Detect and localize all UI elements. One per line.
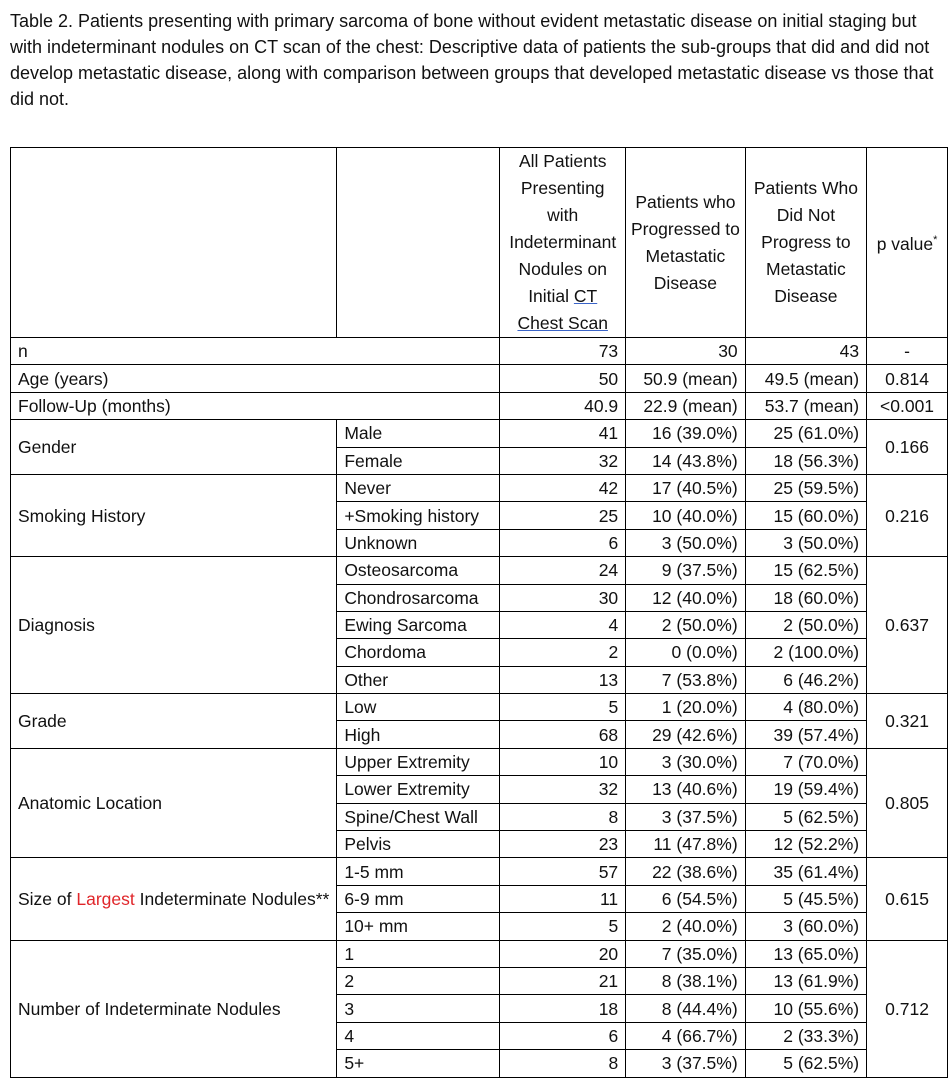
header-not-progressed: Patients Who Did Not Progress to Metastatic Disease (745, 148, 866, 338)
subgroup-label: Ewing Sarcoma (337, 611, 500, 638)
cell-not-progressed: 53.7 (mean) (745, 392, 866, 419)
cell-p-value: 0.805 (867, 748, 948, 858)
header-p-value: p value* (867, 148, 948, 338)
cell-progressed: 2 (50.0%) (626, 611, 746, 638)
subgroup-label: 4 (337, 1022, 500, 1049)
cell-all: 8 (500, 1050, 626, 1077)
header-empty-1 (11, 148, 337, 338)
cell-not-progressed: 12 (52.2%) (745, 831, 866, 858)
cell-not-progressed: 25 (59.5%) (745, 474, 866, 501)
cell-p-value: 0.814 (867, 365, 948, 392)
cell-all: 32 (500, 776, 626, 803)
subgroup-label: Unknown (337, 529, 500, 556)
cell-progressed: 3 (30.0%) (626, 748, 746, 775)
subgroup-label: Lower Extremity (337, 776, 500, 803)
subgroup-label: Never (337, 474, 500, 501)
cell-progressed: 17 (40.5%) (626, 474, 746, 501)
cell-all: 11 (500, 885, 626, 912)
table-caption: Table 2. Patients presenting with primary sarcoma of bone without evident metastatic disease on initial staging but with indeterminant nodules on CT scan of the chest: Descriptive data of patients the sub-groups that did and did not develop metastatic disease, along with comparison between groups that developed metastatic disease vs those that did not. (10, 11, 934, 109)
cell-not-progressed: 5 (62.5%) (745, 803, 866, 830)
cell-not-progressed: 49.5 (mean) (745, 365, 866, 392)
group-label: Smoking History (11, 474, 337, 556)
table-row (11, 557, 948, 584)
cell-p-value: 0.321 (867, 694, 948, 749)
table-row (11, 365, 948, 392)
cell-p-value: 0.615 (867, 858, 948, 940)
cell-all: 50 (500, 365, 626, 392)
subgroup-label: Female (337, 447, 500, 474)
cell-all: 2 (500, 639, 626, 666)
cell-not-progressed: 15 (62.5%) (745, 557, 866, 584)
cell-progressed: 3 (37.5%) (626, 1050, 746, 1077)
subgroup-label: Chordoma (337, 639, 500, 666)
cell-not-progressed: 25 (61.0%) (745, 420, 866, 447)
table-body (11, 338, 948, 1078)
cell-all: 5 (500, 694, 626, 721)
table-row (11, 338, 948, 365)
cell-all: 20 (500, 940, 626, 967)
cell-not-progressed: 15 (60.0%) (745, 502, 866, 529)
table-row (11, 940, 948, 967)
row-label: n (11, 338, 500, 365)
cell-progressed: 7 (53.8%) (626, 666, 746, 693)
cell-p-value: 0.166 (867, 420, 948, 475)
cell-all: 13 (500, 666, 626, 693)
cell-all: 6 (500, 1022, 626, 1049)
header-all-patients-underlined: CT Chest Scan (517, 286, 608, 333)
table-row (11, 858, 948, 885)
cell-progressed: 22 (38.6%) (626, 858, 746, 885)
subgroup-label: Pelvis (337, 831, 500, 858)
cell-progressed: 7 (35.0%) (626, 940, 746, 967)
cell-all: 5 (500, 913, 626, 940)
row-label: Age (years) (11, 365, 500, 392)
cell-all: 10 (500, 748, 626, 775)
cell-progressed: 4 (66.7%) (626, 1022, 746, 1049)
cell-progressed: 8 (38.1%) (626, 967, 746, 994)
highlighted-word: Largest (76, 889, 135, 909)
cell-not-progressed: 10 (55.6%) (745, 995, 866, 1022)
cell-progressed: 50.9 (mean) (626, 365, 746, 392)
group-label: Number of Indeterminate Nodules (11, 940, 337, 1077)
cell-not-progressed: 3 (60.0%) (745, 913, 866, 940)
subgroup-label: +Smoking history (337, 502, 500, 529)
cell-not-progressed: 13 (61.9%) (745, 967, 866, 994)
cell-all: 68 (500, 721, 626, 748)
cell-not-progressed: 6 (46.2%) (745, 666, 866, 693)
cell-progressed: 0 (0.0%) (626, 639, 746, 666)
cell-progressed: 30 (626, 338, 746, 365)
cell-all: 42 (500, 474, 626, 501)
subgroup-label: 6-9 mm (337, 885, 500, 912)
table-row (11, 392, 948, 419)
cell-all: 40.9 (500, 392, 626, 419)
header-progressed: Patients who Progressed to Metastatic Disease (626, 148, 746, 338)
cell-all: 6 (500, 529, 626, 556)
cell-not-progressed: 2 (50.0%) (745, 611, 866, 638)
cell-not-progressed: 39 (57.4%) (745, 721, 866, 748)
cell-not-progressed: 2 (100.0%) (745, 639, 866, 666)
cell-progressed: 11 (47.8%) (626, 831, 746, 858)
cell-p-value: <0.001 (867, 392, 948, 419)
subgroup-label: 5+ (337, 1050, 500, 1077)
subgroup-label: Male (337, 420, 500, 447)
subgroup-label: 10+ mm (337, 913, 500, 940)
cell-not-progressed: 3 (50.0%) (745, 529, 866, 556)
cell-all: 18 (500, 995, 626, 1022)
cell-not-progressed: 18 (60.0%) (745, 584, 866, 611)
cell-progressed: 29 (42.6%) (626, 721, 746, 748)
subgroup-label: 3 (337, 995, 500, 1022)
group-label: Diagnosis (11, 557, 337, 694)
cell-progressed: 8 (44.4%) (626, 995, 746, 1022)
cell-all: 57 (500, 858, 626, 885)
cell-p-value: - (867, 338, 948, 365)
subgroup-label: Spine/Chest Wall (337, 803, 500, 830)
cell-progressed: 2 (40.0%) (626, 913, 746, 940)
cell-all: 25 (500, 502, 626, 529)
row-label: Follow-Up (months) (11, 392, 500, 419)
cell-all: 24 (500, 557, 626, 584)
cell-all: 41 (500, 420, 626, 447)
table-row (11, 420, 948, 447)
table-row (11, 748, 948, 775)
cell-not-progressed: 18 (56.3%) (745, 447, 866, 474)
cell-progressed: 3 (37.5%) (626, 803, 746, 830)
cell-progressed: 13 (40.6%) (626, 776, 746, 803)
subgroup-label: 1-5 mm (337, 858, 500, 885)
cell-all: 30 (500, 584, 626, 611)
cell-progressed: 22.9 (mean) (626, 392, 746, 419)
cell-all: 73 (500, 338, 626, 365)
cell-progressed: 1 (20.0%) (626, 694, 746, 721)
cell-not-progressed: 7 (70.0%) (745, 748, 866, 775)
cell-all: 32 (500, 447, 626, 474)
cell-progressed: 12 (40.0%) (626, 584, 746, 611)
subgroup-label: Upper Extremity (337, 748, 500, 775)
cell-p-value: 0.712 (867, 940, 948, 1077)
cell-all: 23 (500, 831, 626, 858)
group-label: Gender (11, 420, 337, 475)
subgroup-label: Osteosarcoma (337, 557, 500, 584)
cell-not-progressed: 19 (59.4%) (745, 776, 866, 803)
cell-progressed: 6 (54.5%) (626, 885, 746, 912)
cell-not-progressed: 43 (745, 338, 866, 365)
cell-all: 8 (500, 803, 626, 830)
cell-progressed: 3 (50.0%) (626, 529, 746, 556)
table-row (11, 694, 948, 721)
cell-progressed: 9 (37.5%) (626, 557, 746, 584)
subgroup-label: Other (337, 666, 500, 693)
table-header (11, 148, 948, 338)
cell-all: 21 (500, 967, 626, 994)
subgroup-label: 1 (337, 940, 500, 967)
results-table (10, 147, 948, 1078)
subgroup-label: Low (337, 694, 500, 721)
cell-not-progressed: 35 (61.4%) (745, 858, 866, 885)
cell-progressed: 10 (40.0%) (626, 502, 746, 529)
subgroup-label: 2 (337, 967, 500, 994)
cell-p-value: 0.216 (867, 474, 948, 556)
subgroup-label: Chondrosarcoma (337, 584, 500, 611)
table-row (11, 474, 948, 501)
cell-progressed: 14 (43.8%) (626, 447, 746, 474)
subgroup-label: High (337, 721, 500, 748)
group-label: Grade (11, 694, 337, 749)
cell-not-progressed: 5 (45.5%) (745, 885, 866, 912)
group-label: Size of Largest Indeterminate Nodules** (11, 858, 337, 940)
cell-p-value: 0.637 (867, 557, 948, 694)
header-empty-2 (337, 148, 500, 338)
header-all-patients: All Patients Presenting with Indeterminant Nodules on Initial CT Chest Scan (500, 148, 626, 338)
cell-not-progressed: 5 (62.5%) (745, 1050, 866, 1077)
cell-not-progressed: 2 (33.3%) (745, 1022, 866, 1049)
group-label: Anatomic Location (11, 748, 337, 858)
cell-progressed: 16 (39.0%) (626, 420, 746, 447)
cell-all: 4 (500, 611, 626, 638)
cell-not-progressed: 4 (80.0%) (745, 694, 866, 721)
cell-not-progressed: 13 (65.0%) (745, 940, 866, 967)
